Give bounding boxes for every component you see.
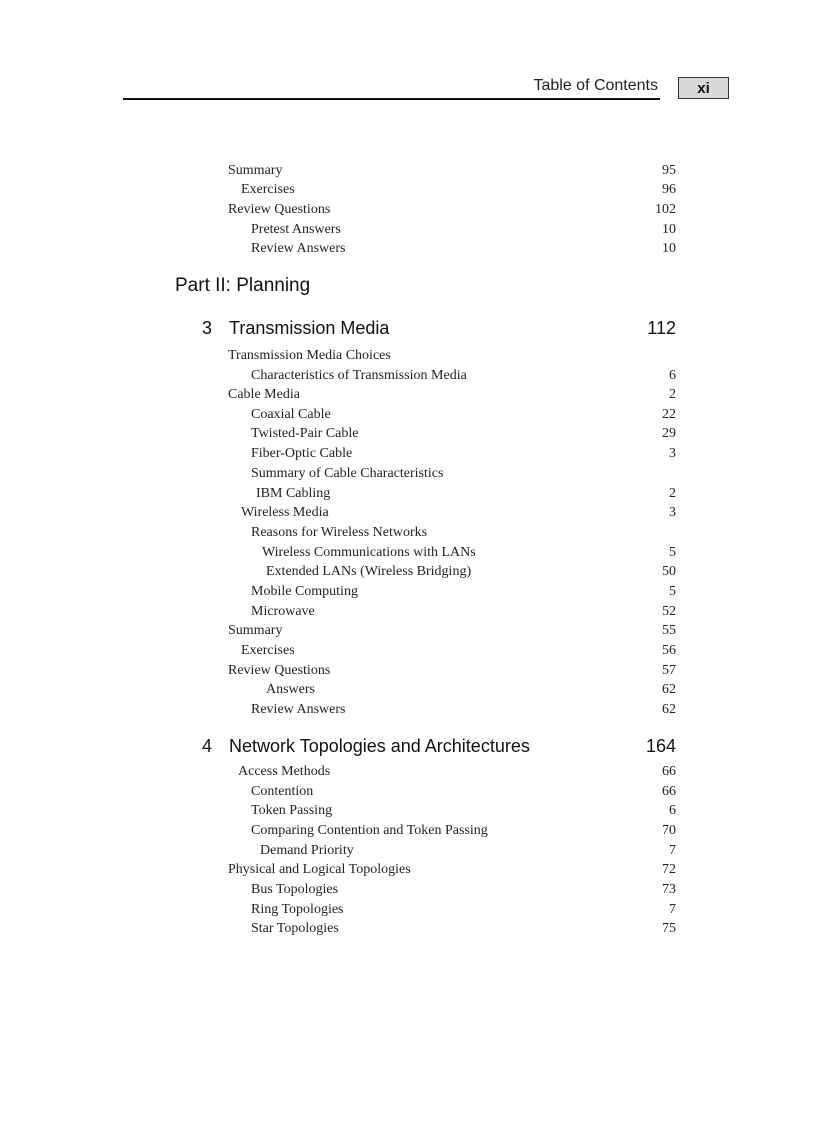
toc-entry[interactable] bbox=[0, 466, 816, 486]
toc-entry-page: 5 bbox=[669, 584, 676, 599]
page-number-box bbox=[678, 77, 729, 99]
toc-entry-title: Contention bbox=[251, 784, 314, 799]
toc-entry-title: Extended LANs (Wireless Bridging) bbox=[266, 564, 472, 579]
toc-entry[interactable] bbox=[0, 222, 816, 242]
toc-entry[interactable] bbox=[0, 764, 816, 784]
toc-entry-page: 7 bbox=[669, 902, 676, 917]
toc-entry-title: Bus Topologies bbox=[251, 882, 339, 897]
toc-entry-page: 102 bbox=[655, 202, 676, 217]
toc-entry[interactable] bbox=[0, 921, 816, 941]
toc-entry[interactable] bbox=[0, 584, 816, 604]
toc-entry[interactable] bbox=[0, 823, 816, 843]
toc-entry[interactable] bbox=[0, 862, 816, 882]
toc-entry-page: 56 bbox=[662, 643, 676, 658]
toc-entry-title: Review Questions bbox=[228, 663, 331, 678]
toc-entry-title: Reasons for Wireless Networks bbox=[251, 525, 428, 540]
toc-entry[interactable] bbox=[0, 882, 816, 902]
chapter-title: Network Topologies and Architectures bbox=[229, 736, 530, 756]
toc-entry-page: 66 bbox=[662, 764, 676, 779]
toc-entry[interactable] bbox=[0, 407, 816, 427]
toc-entry-title: Review Questions bbox=[228, 202, 331, 217]
toc-entry[interactable] bbox=[0, 348, 816, 368]
toc-entry-title: Cable Media bbox=[228, 387, 300, 402]
toc-entry-page: 75 bbox=[662, 921, 676, 936]
toc-entry-page: 62 bbox=[662, 702, 676, 717]
toc-entry-page: 57 bbox=[662, 663, 676, 678]
toc-entry[interactable] bbox=[0, 803, 816, 823]
page-number: xi bbox=[697, 79, 710, 97]
toc-entry-page: 10 bbox=[662, 222, 676, 237]
toc-entry-page: 50 bbox=[662, 564, 676, 579]
toc-entry-title: Characteristics of Transmission Media bbox=[251, 368, 467, 383]
toc-entry-title: Mobile Computing bbox=[251, 584, 358, 599]
toc-entry[interactable] bbox=[0, 446, 816, 466]
toc-entry[interactable] bbox=[0, 182, 816, 202]
toc-entry-page: 55 bbox=[662, 623, 676, 638]
toc-entry-title: Wireless Media bbox=[241, 505, 329, 520]
toc-entry-page: 72 bbox=[662, 862, 676, 877]
toc-entry[interactable] bbox=[0, 387, 816, 407]
toc-entry-title: Review Answers bbox=[251, 702, 346, 717]
toc-entry-page: 7 bbox=[669, 843, 676, 858]
toc-entry-page: 6 bbox=[669, 368, 676, 383]
toc-entry[interactable] bbox=[0, 784, 816, 804]
toc-entry-title: Wireless Communications with LANs bbox=[262, 545, 476, 560]
chapter-page: 112 bbox=[647, 318, 676, 338]
toc-entry[interactable] bbox=[0, 545, 816, 565]
toc-entry-title: Token Passing bbox=[251, 803, 333, 818]
toc-entry[interactable] bbox=[0, 702, 816, 722]
toc-entry-page: 6 bbox=[669, 803, 676, 818]
toc-entry-title: Physical and Logical Topologies bbox=[228, 862, 411, 877]
toc-entry[interactable] bbox=[0, 623, 816, 643]
toc-entry[interactable] bbox=[0, 368, 816, 388]
toc-entry-title: IBM Cabling bbox=[256, 486, 331, 501]
toc-entry[interactable] bbox=[0, 163, 816, 183]
toc-entry[interactable] bbox=[0, 663, 816, 683]
toc-entry-title: Answers bbox=[266, 682, 315, 697]
header-rule bbox=[123, 98, 660, 100]
toc-entry-page: 66 bbox=[662, 784, 676, 799]
toc-entry-page: 2 bbox=[669, 486, 676, 501]
part-heading: Part II: Planning bbox=[175, 275, 311, 296]
toc-entry-title: Pretest Answers bbox=[251, 222, 341, 237]
toc-entry[interactable] bbox=[0, 643, 816, 663]
toc-entry-title: Summary bbox=[228, 623, 283, 638]
toc-entry-page: 52 bbox=[662, 604, 676, 619]
running-head-title: Table of Contents bbox=[533, 77, 658, 94]
chapter-heading[interactable] bbox=[0, 736, 816, 760]
toc-entry[interactable] bbox=[0, 486, 816, 506]
toc-entry-page: 95 bbox=[662, 163, 676, 178]
chapter-title: Transmission Media bbox=[229, 318, 390, 338]
toc-entry-title: Twisted-Pair Cable bbox=[251, 426, 359, 441]
toc-entry-title: Review Answers bbox=[251, 241, 346, 256]
toc-entry[interactable] bbox=[0, 843, 816, 863]
toc-entry-page: 10 bbox=[662, 241, 676, 256]
toc-entry-page: 3 bbox=[669, 446, 676, 461]
toc-entry-page: 70 bbox=[662, 823, 676, 838]
toc-entry[interactable] bbox=[0, 682, 816, 702]
toc-entry-title: Ring Topologies bbox=[251, 902, 344, 917]
toc-entry-title: Star Topologies bbox=[251, 921, 339, 936]
toc-entry-title: Demand Priority bbox=[260, 843, 354, 858]
toc-entry-page: 5 bbox=[669, 545, 676, 560]
toc-entry[interactable] bbox=[0, 604, 816, 624]
toc-entry-title: Exercises bbox=[241, 182, 295, 197]
toc-entry-title: Microwave bbox=[251, 604, 315, 619]
toc-entry-title: Comparing Contention and Token Passing bbox=[251, 823, 488, 838]
chapter-page: 164 bbox=[645, 736, 676, 756]
toc-entry-title: Exercises bbox=[241, 643, 295, 658]
toc-entry[interactable] bbox=[0, 902, 816, 922]
toc-entry-page: 22 bbox=[662, 407, 676, 422]
toc-entry[interactable] bbox=[0, 525, 816, 545]
toc-entry-title: Access Methods bbox=[238, 764, 331, 779]
toc-entry-page: 29 bbox=[662, 426, 676, 441]
toc-entry[interactable] bbox=[0, 202, 816, 222]
toc-entry-title: Fiber-Optic Cable bbox=[251, 446, 353, 461]
toc-entry-page: 3 bbox=[669, 505, 676, 520]
toc-entry[interactable] bbox=[0, 505, 816, 525]
toc-entry-title: Summary bbox=[228, 163, 283, 178]
toc-entry[interactable] bbox=[0, 564, 816, 584]
chapter-number: 3 bbox=[202, 318, 213, 338]
toc-entry-title: Coaxial Cable bbox=[251, 407, 331, 422]
chapter-number: 4 bbox=[202, 736, 213, 756]
toc-entry-page: 96 bbox=[662, 182, 676, 197]
toc-entry[interactable] bbox=[0, 241, 816, 261]
toc-entry-title: Summary of Cable Characteristics bbox=[251, 466, 444, 481]
toc-entry[interactable] bbox=[0, 426, 816, 446]
toc-entry-page: 73 bbox=[662, 882, 676, 897]
toc-entry-title: Transmission Media Choices bbox=[228, 348, 391, 363]
toc-entry-page: 62 bbox=[662, 682, 676, 697]
toc-entry-page: 2 bbox=[669, 387, 676, 402]
chapter-heading[interactable] bbox=[0, 318, 816, 342]
